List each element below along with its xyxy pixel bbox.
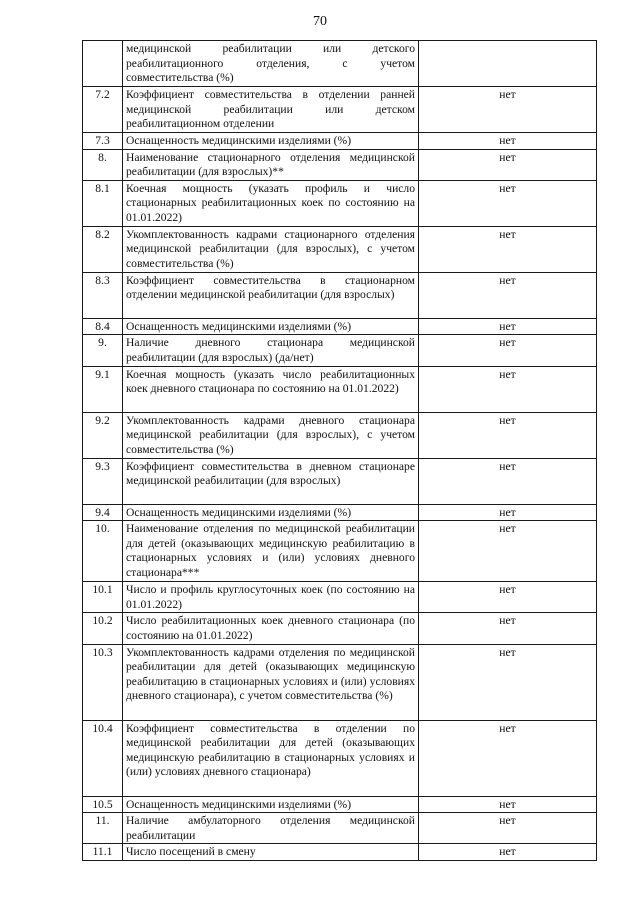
row-number: 7.3 [83,133,123,150]
row-value: нет [419,318,597,335]
table-row [83,149,597,180]
row-description: Наименование стационарного отделения медицинской реабилитации (для взрослых)** [123,149,419,180]
table-row [83,458,597,504]
row-description: Укомплектованность кадрами стационарного отделения медицинской реабилитации (для взрослых), с учетом совместительства (%) [123,226,419,272]
table-row [83,180,597,226]
row-value: нет [419,796,597,813]
row-value: нет [419,844,597,861]
table-row [83,582,597,613]
row-value: нет [419,366,597,412]
row-description: Оснащенность медицинскими изделиями (%) [123,318,419,335]
table-row [83,41,597,87]
row-number: 8. [83,149,123,180]
row-value: нет [419,133,597,150]
row-description: Коэффициент совместительства в стационарном отделении медицинской реабилитации (для взрослых) [123,272,419,318]
row-value: нет [419,180,597,226]
table-row [83,318,597,335]
page-number: 70 [313,14,327,29]
row-number: 11. [83,813,123,844]
row-value: нет [419,813,597,844]
row-description: Укомплектованность кадрами дневного стационара медицинской реабилитации (для взрослых), с учетом совместительства (%) [123,412,419,458]
row-description: Наличие амбулаторного отделения медицинской реабилитации [123,813,419,844]
row-value [419,41,597,87]
table-row [83,335,597,366]
row-number: 9. [83,335,123,366]
row-value: нет [419,504,597,521]
table-row [83,720,597,796]
row-number: 10.4 [83,720,123,796]
table-row [83,133,597,150]
row-description: медицинской реабилитации или детского реабилитационного отделения, с учетом совместительства (%) [123,41,419,87]
row-number: 7.2 [83,87,123,133]
row-description: Число реабилитационных коек дневного стационара (по состоянию на 01.01.2022) [123,613,419,644]
row-description: Коэффициент совместительства в дневном стационаре медицинской реабилитации (для взрослых) [123,458,419,504]
row-description: Число посещений в смену [123,844,419,861]
row-description: Число и профиль круглосуточных коек (по состоянию на 01.01.2022) [123,582,419,613]
indicator-table [82,40,597,861]
row-description: Коечная мощность (указать профиль и число стационарных реабилитационных коек по состоянию на 01.01.2022) [123,180,419,226]
row-number: 10.5 [83,796,123,813]
table-row [83,613,597,644]
row-value: нет [419,272,597,318]
table-row [83,813,597,844]
row-number: 10.1 [83,582,123,613]
row-value: нет [419,720,597,796]
table-row [83,844,597,861]
row-description: Коэффициент совместительства в отделении ранней медицинской реабилитации или детском реабилитационном отделении [123,87,419,133]
row-number: 8.1 [83,180,123,226]
row-description: Оснащенность медицинскими изделиями (%) [123,796,419,813]
row-description: Оснащенность медицинскими изделиями (%) [123,133,419,150]
row-number: 9.1 [83,366,123,412]
row-number: 9.3 [83,458,123,504]
row-value: нет [419,458,597,504]
row-description: Коечная мощность (указать число реабилитационных коек дневного стационара по состоянию на 01.01.2022) [123,366,419,412]
table-row [83,504,597,521]
row-value: нет [419,149,597,180]
row-number: 8.4 [83,318,123,335]
table-row [83,87,597,133]
row-value: нет [419,335,597,366]
table-row [83,272,597,318]
table-row [83,644,597,720]
table-row [83,226,597,272]
row-number: 8.3 [83,272,123,318]
row-number [83,41,123,87]
row-number: 10.3 [83,644,123,720]
row-number: 10. [83,521,123,582]
row-description: Коэффициент совместительства в отделении по медицинской реабилитации для детей (оказывающих медицинскую реабилитацию в стационарных условиях и (или) условиях дневного стационара) [123,720,419,796]
row-value: нет [419,582,597,613]
row-number: 11.1 [83,844,123,861]
row-value: нет [419,644,597,720]
table-row [83,796,597,813]
row-number: 9.4 [83,504,123,521]
row-description: Оснащенность медицинскими изделиями (%) [123,504,419,521]
row-value: нет [419,87,597,133]
table-row [83,521,597,582]
row-description: Наименование отделения по медицинской реабилитации для детей (оказывающих медицинскую реабилитацию в стационарных условиях и (или) условиях дневного стационара*** [123,521,419,582]
row-number: 10.2 [83,613,123,644]
row-description: Укомплектованность кадрами отделения по медицинской реабилитации для детей (оказывающих медицинскую реабилитацию в стационарных условиях и (или) условиях дневного стационара), с учетом совместительства (%) [123,644,419,720]
row-value: нет [419,412,597,458]
row-value: нет [419,613,597,644]
row-number: 9.2 [83,412,123,458]
table-row [83,412,597,458]
table-row [83,366,597,412]
row-value: нет [419,521,597,582]
row-number: 8.2 [83,226,123,272]
row-value: нет [419,226,597,272]
row-description: Наличие дневного стационара медицинской реабилитации (для взрослых) (да/нет) [123,335,419,366]
